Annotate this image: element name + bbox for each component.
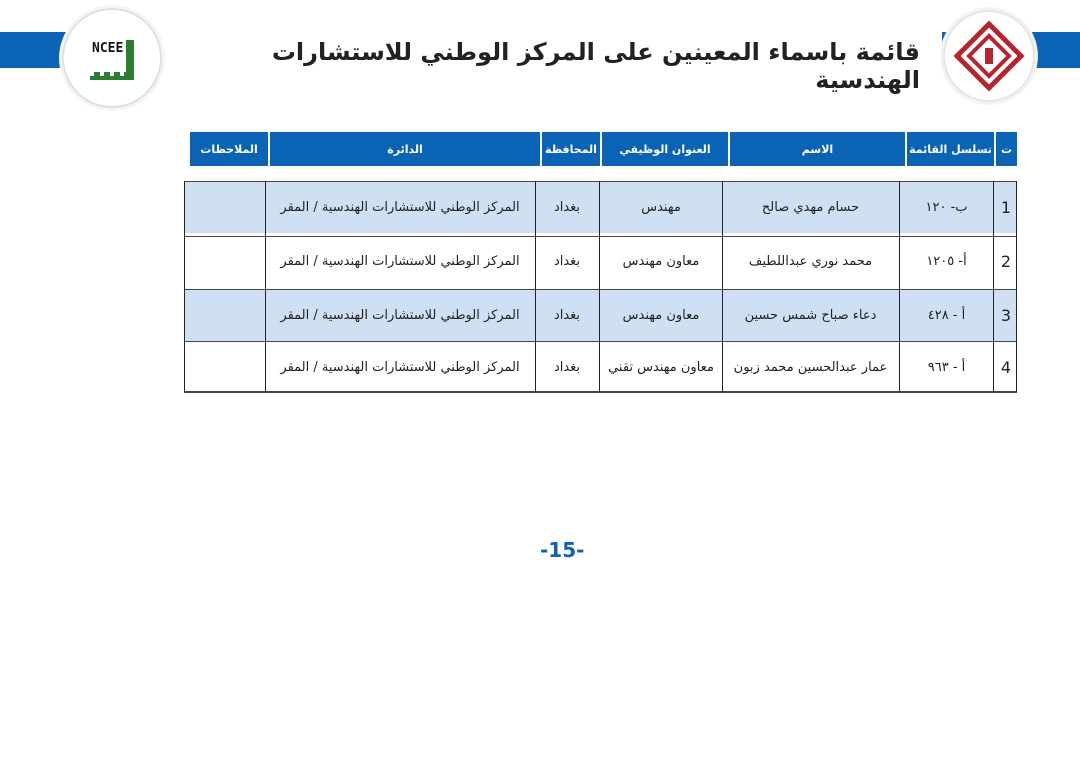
table-col-divider: [599, 181, 600, 392]
row-num: 3: [1000, 305, 1012, 325]
table-row-divider: [184, 341, 1017, 342]
table-row: [184, 235, 1017, 287]
ncee-logo-text: NCEE: [92, 41, 124, 56]
row-job: مهندس: [641, 199, 681, 215]
row-dept: المركز الوطني للاستشارات الهندسية / المقر: [280, 199, 520, 215]
row-num: 4: [1000, 357, 1012, 377]
row-name: دعاء صباح شمس حسين: [744, 307, 877, 323]
table-row: [184, 289, 1017, 341]
page-number: -15-: [540, 538, 585, 562]
col-header-province: المحافظة: [542, 132, 600, 166]
ncee-logo: [62, 8, 162, 108]
table-row-divider: [184, 289, 1017, 290]
row-province: بغداد: [553, 253, 581, 269]
row-notes: [184, 289, 264, 341]
table-col-divider: [993, 181, 994, 392]
table-col-divider: [265, 181, 266, 392]
row-notes: [184, 181, 264, 233]
row-serial: ب- ١٢٠: [925, 199, 968, 215]
row-name: عمار عبدالحسين محمد زبون: [733, 359, 888, 375]
table-row-divider: [184, 236, 1017, 237]
table-border-right: [1016, 181, 1017, 392]
row-province: بغداد: [553, 199, 581, 215]
col-header-num: ت: [996, 132, 1017, 166]
ministry-logo-emblem: [945, 12, 1033, 100]
table-col-divider: [535, 181, 536, 392]
row-province: بغداد: [553, 359, 581, 375]
table-col-divider: [722, 181, 723, 392]
table-row: [184, 181, 1017, 233]
row-province: بغداد: [553, 307, 581, 323]
row-serial: أ - ٤٢٨: [927, 307, 966, 323]
row-num: 2: [1000, 251, 1012, 271]
row-dept: المركز الوطني للاستشارات الهندسية / المقر: [280, 253, 520, 269]
table-border-top: [184, 181, 1017, 182]
row-num: 1: [1000, 197, 1012, 217]
row-serial: أ - ٩٦٣: [927, 359, 966, 375]
row-serial: أ- ١٢٠٥: [926, 253, 967, 269]
col-header-job: العنوان الوظيفي: [602, 132, 728, 166]
table-col-divider: [899, 181, 900, 392]
row-job: معاون مهندس: [622, 253, 700, 269]
row-notes: [184, 341, 264, 393]
col-header-dept: الدائرة: [270, 132, 540, 166]
row-dept: المركز الوطني للاستشارات الهندسية / المقر: [280, 359, 520, 375]
row-name: محمد نوري عبداللطيف: [748, 253, 873, 269]
ncee-logo-emblem: [64, 10, 160, 106]
employees-table: [184, 181, 1017, 393]
col-header-serial: تسلسل القائمة: [907, 132, 994, 166]
table-border-left: [184, 181, 185, 392]
col-header-name: الاسم: [730, 132, 905, 166]
row-name: حسام مهدي صالح: [761, 199, 860, 215]
row-dept: المركز الوطني للاستشارات الهندسية / المقر: [280, 307, 520, 323]
row-job: معاون مهندس تقني: [608, 359, 714, 375]
row-job: معاون مهندس: [622, 307, 700, 323]
row-notes: [184, 235, 264, 287]
col-header-notes: الملاحظات: [190, 132, 268, 166]
table-border-bottom: [184, 391, 1017, 393]
ministry-logo: [943, 10, 1035, 102]
page-title: قائمة باسماء المعينين على المركز الوطني للاستشارات الهندسية: [271, 38, 920, 94]
table-row: [184, 341, 1017, 393]
